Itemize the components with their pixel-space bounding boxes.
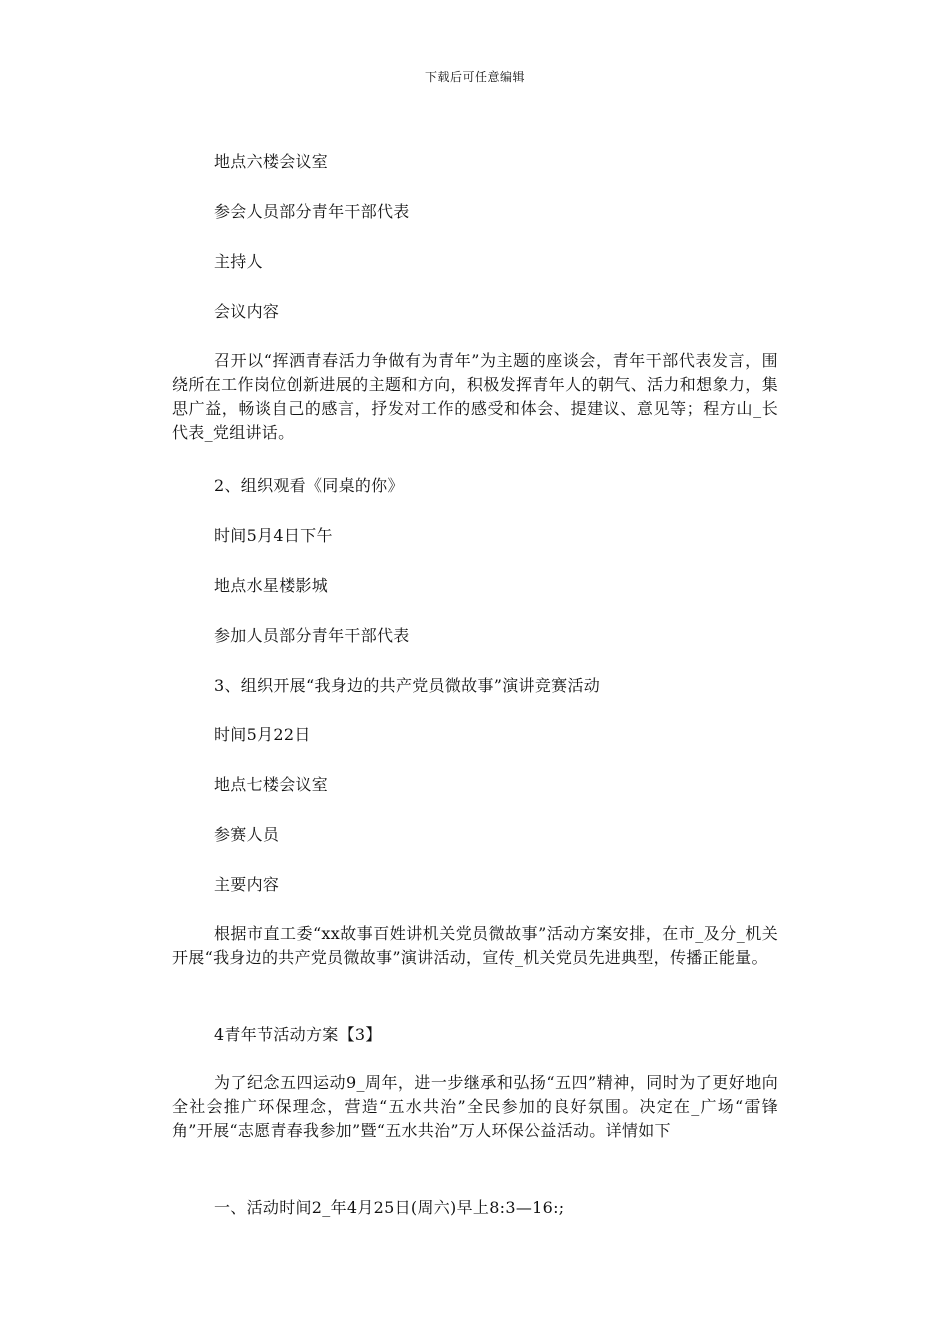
- paragraph-host: 主持人: [214, 252, 263, 271]
- paragraph-contestants: 参赛人员: [214, 825, 280, 844]
- paragraph-main-content-label: 主要内容: [214, 875, 280, 894]
- paragraph-time-may4: 时间5月4日下午: [214, 526, 333, 545]
- paragraph-meeting-content-label: 会议内容: [214, 302, 280, 321]
- page-header: 下载后可任意编辑: [424, 70, 525, 84]
- paragraph-main-content: 根据市直工委“xx故事百姓讲机关党员微故事”活动方案安排，在市_及分_机关开展“我身边的共产党员微故事”演讲活动，宣传_机关党员先进典型，传播正能量。: [172, 924, 778, 967]
- paragraph-location-cinema: 地点水星楼影城: [214, 576, 329, 595]
- paragraph-participants: 参加人员部分青年干部代表: [214, 626, 410, 645]
- paragraph-time-may22: 时间5月22日: [214, 725, 311, 744]
- paragraph-item-2: 2、组织观看《同桌的你》: [214, 476, 404, 495]
- paragraph-activity-time: 一、活动时间2_年4月25日(周六)早上8:3—16:;: [214, 1198, 565, 1217]
- paragraph-plan-intro: 为了纪念五四运动9_周年，进一步继承和弘扬“五四”精神，同时为了更好地向全社会推广环保理念，营造“五水共治”全民参加的良好氛围。决定在_广场“雷锋角”开展“志愿青春我参加”暨“五水共治”万人环保公益活动。详情如下: [172, 1073, 778, 1140]
- paragraph-attendees: 参会人员部分青年干部代表: [214, 202, 410, 221]
- paragraph-location-6f: 地点六楼会议室: [214, 152, 329, 171]
- paragraph-plan-title: 4青年节活动方案【3】: [214, 1025, 382, 1044]
- paragraph-meeting-content: 召开以“挥洒青春活力争做有为青年”为主题的座谈会，青年干部代表发言，围绕所在工作岗位创新进展的主题和方向，积极发挥青年人的朝气、活力和想象力，集思广益，畅谈自己的感言，抒发对工作的感受和体会、提建议、意见等；程方山_长代表_党组讲话。: [172, 351, 778, 442]
- paragraph-location-7f: 地点七楼会议室: [214, 775, 329, 794]
- paragraph-item-3: 3、组织开展“我身边的共产党员微故事”演讲竞赛活动: [214, 676, 601, 695]
